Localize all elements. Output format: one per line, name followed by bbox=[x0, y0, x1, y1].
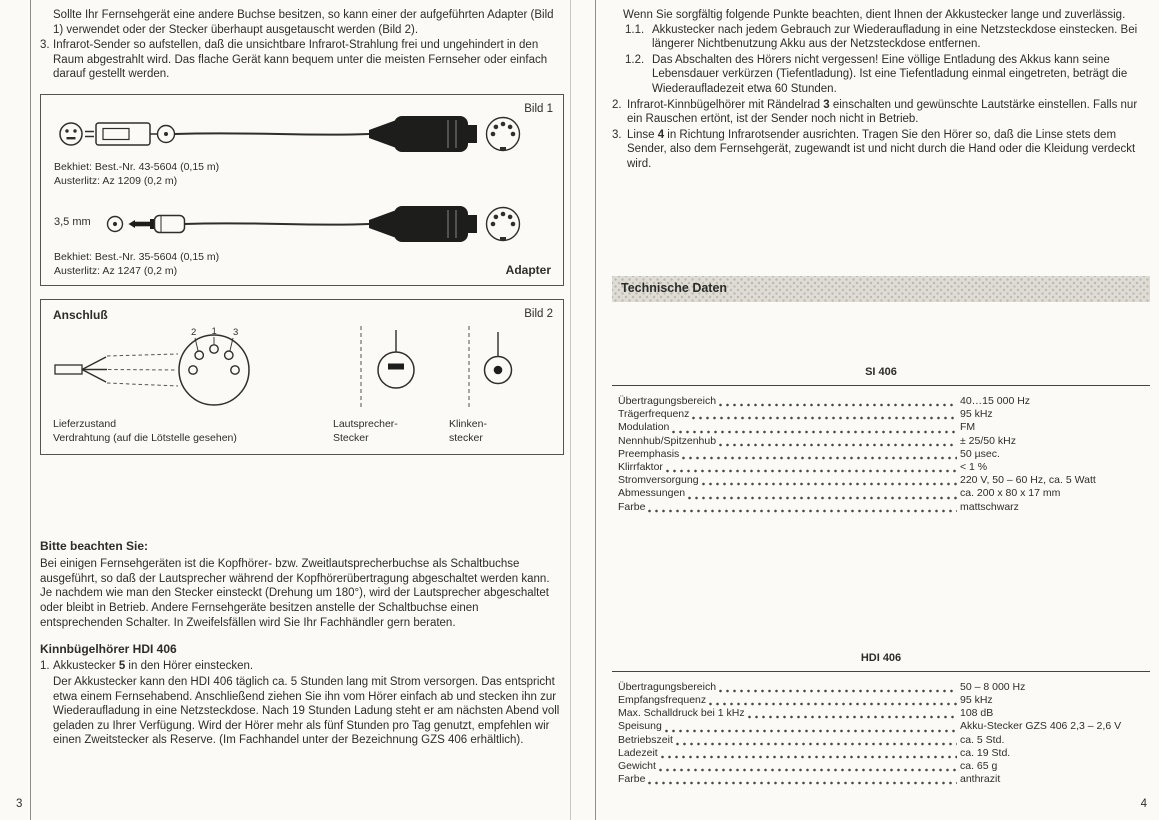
spec-row bbox=[612, 707, 1150, 720]
dot-leader bbox=[648, 776, 957, 786]
hdi-list-item-1 bbox=[40, 659, 564, 674]
spec-row bbox=[612, 408, 1150, 421]
spec-value: 50 – 8 000 Hz bbox=[960, 680, 1026, 693]
figure-bild-1 bbox=[40, 94, 564, 286]
page-edge-line-center-left bbox=[570, 0, 571, 820]
list-item-2 bbox=[612, 98, 1150, 127]
label-lautsprecher: Lautsprecher- bbox=[333, 417, 398, 430]
dot-leader bbox=[719, 398, 957, 408]
adapter1-order-info bbox=[54, 161, 219, 188]
text-segment: in Richtung Infrarotsender ausrichten. Tragen Sie den Hörer so, daß die Linse stets dem Sender, also dem Fernsehgerät, zugewandt ist und nicht durch die Hand oder die Kleidung verdeckt wird. bbox=[627, 128, 1136, 170]
dot-leader bbox=[748, 710, 957, 720]
adapter1-order-line-1: Bekhiet: Best.-Nr. 43-5604 (0,15 m) bbox=[54, 160, 220, 173]
list-number: 1.2. bbox=[625, 53, 645, 66]
dot-leader bbox=[672, 425, 957, 435]
spec-row bbox=[612, 681, 1150, 694]
spec-value: < 1 % bbox=[960, 460, 988, 473]
part-number-bold: 4 bbox=[657, 128, 665, 141]
list-number: 3. bbox=[612, 128, 622, 141]
spec-row bbox=[612, 421, 1150, 434]
spec-value: ca. 5 Std. bbox=[960, 733, 1005, 746]
dot-leader bbox=[719, 684, 957, 694]
spec-value: ca. 200 x 80 x 17 mm bbox=[960, 487, 1061, 500]
dot-leader bbox=[666, 464, 957, 474]
spec-value: 108 dB bbox=[960, 707, 994, 720]
technical-data-banner bbox=[612, 276, 1150, 302]
spec-value: 40…15 000 Hz bbox=[960, 394, 1031, 407]
wiring-guide-lines bbox=[107, 354, 178, 386]
speaker-plug-icon bbox=[378, 330, 414, 388]
spec-label: Speisung bbox=[618, 720, 662, 733]
page-number-right: 4 bbox=[1140, 798, 1147, 810]
list-item-3 bbox=[40, 38, 564, 82]
spec-row bbox=[612, 474, 1150, 487]
spec-label: Preemphasis bbox=[618, 447, 680, 460]
cable-line bbox=[175, 133, 369, 134]
spec-label: Klirrfaktor bbox=[618, 460, 663, 473]
text-segment: Infrarot-Kinnbügelhörer mit Rändelrad bbox=[627, 98, 824, 111]
intro-continuation-paragraph bbox=[40, 8, 564, 37]
page-3 bbox=[40, 8, 564, 748]
dot-leader bbox=[688, 491, 957, 501]
list-item-1-1 bbox=[625, 23, 1150, 52]
page-spine-line-left bbox=[30, 0, 31, 820]
technical-data-section bbox=[612, 276, 1150, 786]
wiring-diagram bbox=[51, 324, 525, 412]
rule-under-si406 bbox=[612, 385, 1150, 386]
list-item-text: Das Abschalten des Hörers nicht vergessen! Eine völlige Entladung des Akkus kann seine Lebensdauer verkürzen (Tiefentladung). Ist eine Tiefentladung einmal eingetreten, beträgt die Wiederaufladezeit etwa 60 Stunden. bbox=[652, 53, 1128, 95]
figure-label-bild-2: Bild 2 bbox=[524, 307, 553, 320]
list-number-empty bbox=[40, 8, 53, 37]
page-edge-line-center-right bbox=[595, 0, 596, 820]
spec-label: Stromversorgung bbox=[618, 474, 699, 487]
spec-label: Farbe bbox=[618, 500, 646, 513]
label-stecker: Stecker bbox=[333, 431, 369, 444]
cable-line bbox=[185, 223, 370, 224]
spec-title-si406: SI 406 bbox=[865, 366, 897, 378]
wiring-label-left bbox=[53, 418, 237, 445]
pin-number-label: 2 bbox=[191, 326, 197, 338]
din-plug-solder-view bbox=[179, 326, 249, 405]
text-segment: in den Hörer einstecken. bbox=[125, 660, 254, 673]
spec-label: Trägerfrequenz bbox=[618, 408, 690, 421]
spec-row bbox=[612, 747, 1150, 760]
list-number: 1.1. bbox=[625, 23, 645, 36]
spec-label: Übertragungsbereich bbox=[618, 680, 717, 693]
list-item-3 bbox=[612, 128, 1150, 172]
label-klinken: Klinken- bbox=[449, 417, 487, 430]
spec-label: Abmessungen bbox=[618, 487, 686, 500]
text-segment: Akkustecker bbox=[53, 660, 119, 673]
note-body: Bei einigen Fernsehgeräten ist die Kopfhörer- bzw. Zweitlautsprecherbuchse als Schaltbuchse ausgeführt, so daß der Lautsprecher während der Kopfhörerübertragung abgeschaltet werden kann. Je nachdem wie man den Stecker einsteckt (Drehung um 180°), wird der Lautsprecher abgeschaltet oder bleibt in Betrieb. Andere Fernsehgeräte besitzen anstelle der Schaltbuchse einen entsprechenden Schalter. In Zweifelsfällen wird Sie Ihr Fachhändler gern beraten. bbox=[40, 558, 550, 629]
spec-label: Farbe bbox=[618, 773, 646, 786]
wiring-label-jack-plug bbox=[449, 418, 487, 445]
list-number: 2. bbox=[612, 98, 622, 111]
figure-caption-adapter: Adapter bbox=[505, 262, 551, 277]
jack-size-label: 3,5 mm bbox=[54, 215, 91, 228]
label-stecker2: stecker bbox=[449, 431, 483, 444]
headphone-socket-icon bbox=[60, 123, 82, 145]
dot-leader bbox=[648, 504, 957, 514]
adapter-diagram-2 bbox=[51, 197, 525, 249]
dot-leader bbox=[702, 477, 957, 487]
adapter2-order-line-2: Austerlitz: Az 1247 (0,2 m) bbox=[54, 264, 178, 277]
spec-value: mattschwarz bbox=[960, 500, 1019, 513]
dot-leader bbox=[692, 411, 957, 421]
spec-row bbox=[612, 395, 1150, 408]
label-lieferzustand: Lieferzustand bbox=[53, 417, 117, 430]
spec-row bbox=[612, 461, 1150, 474]
list-number: 1. bbox=[40, 660, 50, 673]
rule-under-hdi406 bbox=[612, 671, 1150, 672]
spec-row bbox=[612, 720, 1150, 733]
spec-row bbox=[612, 760, 1150, 773]
jack-plug-face-icon bbox=[485, 332, 512, 384]
spec-label: Max. Schalldruck bei 1 kHz bbox=[618, 707, 745, 720]
din-connector-icon bbox=[369, 206, 520, 242]
spec-label: Übertragungsbereich bbox=[618, 394, 717, 407]
wiring-label-speaker-plug bbox=[333, 418, 398, 445]
adapter-plug-icon bbox=[96, 123, 157, 145]
spec-label: Empfangsfrequenz bbox=[618, 693, 707, 706]
page-number-left: 3 bbox=[16, 798, 23, 810]
dot-leader bbox=[676, 737, 957, 747]
equals-connector-icon bbox=[85, 131, 94, 136]
spec-label: Nennhub/Spitzenhub bbox=[618, 434, 717, 447]
spec-value: FM bbox=[960, 421, 976, 434]
spec-label: Gewicht bbox=[618, 759, 656, 772]
spec-row bbox=[612, 501, 1150, 514]
figure-label-bild-1: Bild 1 bbox=[524, 102, 553, 115]
list-item-text bbox=[627, 128, 1150, 172]
pin-number-label: 1 bbox=[211, 325, 217, 337]
dot-leader bbox=[661, 750, 957, 760]
figure-bild-2 bbox=[40, 299, 564, 455]
label-verdrahtung: Verdrahtung (auf die Lötstelle gesehen) bbox=[53, 431, 237, 444]
spec-label: Modulation bbox=[618, 421, 670, 434]
spec-value: 220 V, 50 – 60 Hz, ca. 5 Watt bbox=[960, 474, 1096, 487]
jack-socket-face-icon bbox=[108, 216, 123, 231]
dot-leader bbox=[659, 763, 957, 773]
list-item-text bbox=[627, 98, 1150, 127]
din-connector-icon bbox=[369, 116, 520, 152]
spec-value: anthrazit bbox=[960, 773, 1001, 786]
spec-value: ca. 19 Std. bbox=[960, 746, 1011, 759]
spec-value: ± 25/50 kHz bbox=[960, 434, 1016, 447]
spec-row bbox=[612, 773, 1150, 786]
adapter-diagram-1 bbox=[51, 107, 525, 159]
spec-value: ca. 65 g bbox=[960, 759, 998, 772]
spec-label: Betriebszeit bbox=[618, 733, 673, 746]
part-number-bold: 3 bbox=[823, 98, 830, 111]
spec-row bbox=[612, 487, 1150, 500]
spec-row bbox=[612, 435, 1150, 448]
spec-label: Ladezeit bbox=[618, 746, 658, 759]
dot-leader bbox=[682, 451, 957, 461]
dot-leader bbox=[709, 697, 957, 707]
note-heading: Bitte beachten Sie: bbox=[40, 538, 149, 553]
hdi-item-body: Der Akkustecker kann den HDI 406 täglich ca. 5 Stunden lang mit Strom versorgen. Das entspricht etwa einem Fernsehabend. Anschließend ziehen Sie ihn vom Hörer einfach ab und stecken ihn zur Wiederaufladung in eine Netzsteckdose. Nach 19 Stunden Ladung steht er am nächsten Abend voll geladen zu Ihrer Verfügung. Wird der Hörer mehr als fünf Stunden pro Tag genutzt, empfehlen wir einen Zweitstecker als Reserve. (Im Fachhandel unter der Bezeichnung GZS 406 erhältlich). bbox=[53, 676, 560, 747]
text-segment: einschalten und gewünschte Lautstärke einstellen. Falls nur ein Rauschen ertönt, ist der Sender noch nicht in Betrieb. bbox=[627, 98, 1138, 126]
anschluss-title: Anschluß bbox=[53, 307, 108, 322]
adapter2-order-info bbox=[54, 251, 219, 278]
list-number: 3. bbox=[40, 39, 50, 52]
pin-number-label: 3 bbox=[233, 326, 239, 338]
care-intro-paragraph: Wenn Sie sorgfältig folgende Punkte beachten, dient Ihnen der Akkustecker lange und zuverlässig. bbox=[623, 9, 1126, 21]
spec-row bbox=[612, 694, 1150, 707]
adapter1-order-line-2: Austerlitz: Az 1209 (0,2 m) bbox=[54, 174, 178, 187]
paragraph-text: Sollte Ihr Fernsehgerät eine andere Buchse besitzen, so kann einer der aufgeführten Adapter (Bild 1) verwendet oder der Stecker überhaupt ausgetauscht werden (Bild 2). bbox=[53, 9, 554, 36]
spec-value: 95 kHz bbox=[960, 408, 993, 421]
socket-face-icon bbox=[158, 125, 175, 142]
spec-value: Akku-Stecker GZS 406 2,3 – 2,6 V bbox=[960, 720, 1122, 733]
spec-title-hdi406: HDI 406 bbox=[860, 651, 902, 664]
page-4 bbox=[612, 8, 1150, 786]
dot-leader bbox=[719, 438, 957, 448]
technical-data-heading: Technische Daten bbox=[621, 281, 728, 296]
spec-row bbox=[612, 448, 1150, 461]
jack-plug-icon bbox=[129, 215, 185, 232]
spec-row bbox=[612, 734, 1150, 747]
cable-end-icon bbox=[55, 357, 107, 382]
spec-value: 50 µsec. bbox=[960, 447, 1000, 460]
list-item-1-2 bbox=[625, 53, 1150, 97]
text-segment: Linse bbox=[627, 128, 658, 141]
hdi-heading: Kinnbügelhörer HDI 406 bbox=[40, 642, 177, 657]
part-number-bold: 5 bbox=[118, 660, 126, 673]
list-item-text: Akkustecker nach jedem Gebrauch zur Wiederaufladung in eine Netzsteckdose einstecken. Bei längerer Nichtbenutzung Akku aus der Netzsteckdose entfernen. bbox=[652, 23, 1138, 51]
adapter2-order-line-1: Bekhiet: Best.-Nr. 35-5604 (0,15 m) bbox=[54, 250, 220, 263]
spec-value: 95 kHz bbox=[960, 693, 993, 706]
list-item-text bbox=[53, 659, 564, 674]
dot-leader bbox=[665, 724, 957, 734]
list-item-text: Infrarot-Sender so aufstellen, daß die unsichtbare Infrarot-Strahlung frei und ungehindert in den Raum abgestrahlt wird. Das flache Gerät kann bequem unter die meisten Fernseher oder einfach darauf gestellt werden. bbox=[53, 39, 548, 81]
